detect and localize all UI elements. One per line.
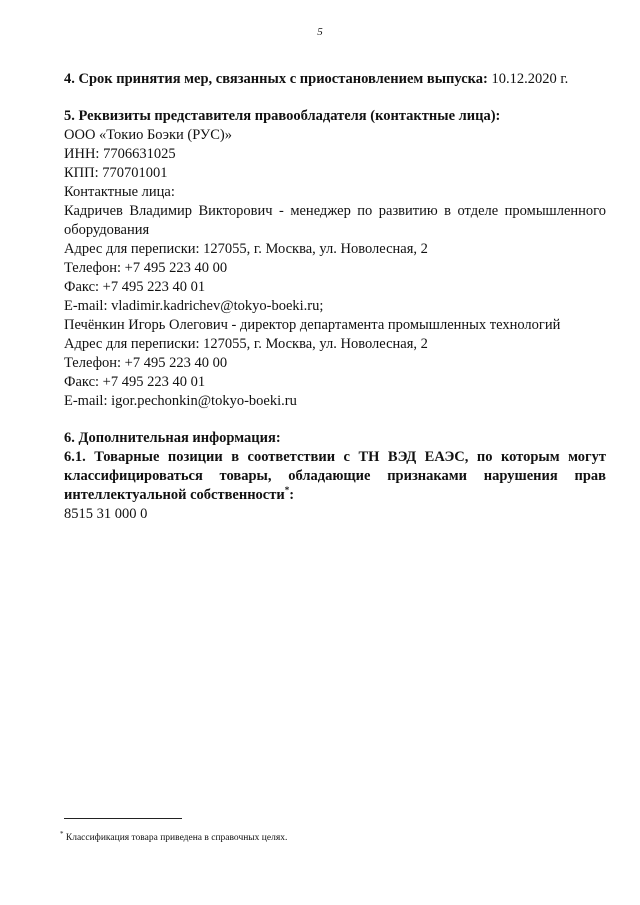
company-name: ООО «Токио Боэки (РУС)» (64, 127, 232, 143)
company-kpp: КПП: 770701001 (64, 165, 168, 181)
footnote-text: Классификация товара приведена в справочных целях. (65, 833, 288, 843)
company-inn: ИНН: 7706631025 (64, 146, 176, 162)
section-4-title: 4. Срок принятия мер, связанных с приостановлением выпуска: (64, 71, 488, 87)
contact-2-address: Адрес для переписки: 127055, г. Москва, ул. Новолесная, 2 (64, 336, 428, 352)
document-body (64, 70, 606, 524)
spacer (64, 411, 606, 429)
contact-1-email: E-mail: vladimir.kadrichev@tokyo-boeki.ru; (64, 298, 324, 314)
contacts-label: Контактные лица: (64, 184, 175, 200)
contact-2-email: E-mail: igor.pechonkin@tokyo-boeki.ru (64, 393, 297, 409)
tn-ved-code: 8515 31 000 0 (64, 506, 148, 522)
contact-1-name-role: Кадричев Владимир Викторович - менеджер по развитию в отделе промышленного оборудования (64, 203, 606, 238)
section-6-1-colon: : (289, 487, 295, 503)
section-6-1-text: 6.1. Товарные позиции в соответствии с ТН ВЭД ЕАЭС, по которым могут классифицироваться товары, обладающие признаками нарушения прав интеллектуальной собственности (64, 449, 606, 503)
contact-1-phone: Телефон: +7 495 223 40 00 (64, 260, 228, 276)
footnote-reference-mark: * (284, 485, 290, 496)
section-4-heading (64, 70, 606, 89)
contact-2-name-role: Печёнкин Игорь Олегович - директор департамента промышленных технологий (64, 317, 561, 333)
contact-2-fax: Факс: +7 495 223 40 01 (64, 374, 206, 390)
footnote-divider (64, 818, 182, 819)
footnote-mark: * (60, 829, 64, 838)
contact-2-phone: Телефон: +7 495 223 40 00 (64, 355, 228, 371)
section-6-heading: 6. Дополнительная информация: (64, 430, 281, 446)
section-4-date: 10.12.2020 г. (491, 71, 569, 87)
section-5-heading: 5. Реквизиты представителя правообладателя (контактные лица): (64, 108, 501, 124)
spacer (64, 89, 606, 107)
contact-1-address: Адрес для переписки: 127055, г. Москва, ул. Новолесная, 2 (64, 241, 428, 257)
footnote (60, 829, 288, 844)
section-6-1-heading (64, 448, 606, 505)
page-number: 5 (317, 26, 323, 38)
contact-1-fax: Факс: +7 495 223 40 01 (64, 279, 206, 295)
